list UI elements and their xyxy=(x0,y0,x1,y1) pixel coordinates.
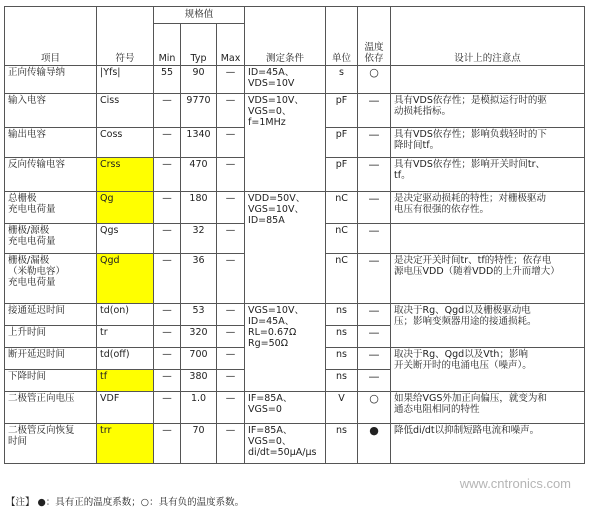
unit-cell: nC xyxy=(326,254,358,304)
symbol-cell: Qg xyxy=(97,192,154,224)
table-row xyxy=(5,304,585,326)
col-header-condition: 测定条件 xyxy=(245,7,326,66)
table-row xyxy=(5,94,585,128)
max-cell: — xyxy=(217,348,245,370)
unit-cell: ns xyxy=(326,326,358,348)
temp-dependence-cell: — xyxy=(358,192,391,224)
symbol-cell: tr xyxy=(97,326,154,348)
symbol-cell: td(off) xyxy=(97,348,154,370)
min-cell: — xyxy=(154,326,181,348)
max-cell: — xyxy=(217,254,245,304)
unit-cell: nC xyxy=(326,224,358,254)
col-header-spec: 规格值 xyxy=(154,7,245,24)
max-cell: — xyxy=(217,224,245,254)
typ-cell: 380 xyxy=(181,370,217,392)
symbol-cell: Qgs xyxy=(97,224,154,254)
design-note-cell xyxy=(391,224,585,254)
unit-cell: pF xyxy=(326,158,358,192)
unit-cell: ns xyxy=(326,348,358,370)
typ-cell: 700 xyxy=(181,348,217,370)
design-note-cell: 取决于Rg、Qgd以及Vth；影响 开关断开时的电涌电压（噪声）。 xyxy=(391,348,585,392)
design-note-cell xyxy=(391,66,585,94)
design-note-cell: 具有VDS依存性；是模拟运行时的驱 动损耗指标。 xyxy=(391,94,585,128)
min-cell: — xyxy=(154,348,181,370)
condition-cell: VDD=50V、 VGS=10V、 ID=85A xyxy=(245,192,326,304)
condition-cell: IF=85A、 VGS=0 xyxy=(245,392,326,424)
col-header-unit: 单位 xyxy=(326,7,358,66)
item-cell: 二极管反向恢复 时间 xyxy=(5,424,97,464)
typ-cell: 320 xyxy=(181,326,217,348)
symbol-cell: Coss xyxy=(97,128,154,158)
max-cell: — xyxy=(217,392,245,424)
item-cell: 总栅极 充电电荷量 xyxy=(5,192,97,224)
item-cell: 上升时间 xyxy=(5,326,97,348)
min-cell: — xyxy=(154,370,181,392)
typ-cell: 36 xyxy=(181,254,217,304)
condition-cell: ID=45A、 VDS=10V xyxy=(245,66,326,94)
typ-cell: 1340 xyxy=(181,128,217,158)
design-note-cell: 是决定开关时间tr、tf的特性；依存电 源电压VDD（随着VDD的上升而增大） xyxy=(391,254,585,304)
table-row xyxy=(5,192,585,224)
typ-cell: 32 xyxy=(181,224,217,254)
unit-cell: V xyxy=(326,392,358,424)
symbol-cell: VDF xyxy=(97,392,154,424)
condition-cell: VDS=10V、 VGS=0、 f=1MHz xyxy=(245,94,326,192)
spec-table xyxy=(4,6,585,464)
temp-dependence-cell: — xyxy=(358,326,391,348)
min-cell: — xyxy=(154,424,181,464)
unit-cell: pF xyxy=(326,128,358,158)
temp-dependence-cell: ● xyxy=(358,424,391,464)
unit-cell: ns xyxy=(326,424,358,464)
typ-cell: 470 xyxy=(181,158,217,192)
temp-dependence-cell: — xyxy=(358,370,391,392)
design-note-cell: 如果给VGS外加正向偏压，就变为和 通态电阻相同的特性 xyxy=(391,392,585,424)
temp-dependence-cell: — xyxy=(358,254,391,304)
design-note-cell: 是决定驱动损耗的特性；对栅极驱动 电压有很强的依存性。 xyxy=(391,192,585,224)
design-note-cell: 具有VDS依存性；影响开关时间tr、 tf。 xyxy=(391,158,585,192)
col-header-item: 项目 xyxy=(5,7,97,66)
design-note-cell: 具有VDS依存性；影响负载轻时的下 降时间tf。 xyxy=(391,128,585,158)
item-cell: 接通延迟时间 xyxy=(5,304,97,326)
max-cell: — xyxy=(217,94,245,128)
min-cell: — xyxy=(154,254,181,304)
max-cell: — xyxy=(217,158,245,192)
max-cell: — xyxy=(217,370,245,392)
temp-dependence-cell: — xyxy=(358,348,391,370)
min-cell: 55 xyxy=(154,66,181,94)
unit-cell: pF xyxy=(326,94,358,128)
col-header-typ: Typ xyxy=(181,23,217,65)
design-note-cell: 取决于Rg、Qgd以及栅极驱动电 压；影响变频器用途的接通损耗。 xyxy=(391,304,585,348)
footer-note: 【注】 ●：具有正的温度系数；○：具有负的温度系数。 xyxy=(6,497,245,508)
item-cell: 输入电容 xyxy=(5,94,97,128)
temp-dependence-cell: — xyxy=(358,158,391,192)
item-cell: 栅极/源极 充电电荷量 xyxy=(5,224,97,254)
item-cell: 断开延迟时间 xyxy=(5,348,97,370)
condition-cell: IF=85A、 VGS=0、 di/dt=50μA/μs xyxy=(245,424,326,464)
typ-cell: 53 xyxy=(181,304,217,326)
unit-cell: s xyxy=(326,66,358,94)
min-cell: — xyxy=(154,304,181,326)
min-cell: — xyxy=(154,158,181,192)
temp-dependence-cell: — xyxy=(358,128,391,158)
spec-table-body xyxy=(5,66,585,464)
temp-dependence-cell: — xyxy=(358,224,391,254)
typ-cell: 90 xyxy=(181,66,217,94)
max-cell: — xyxy=(217,66,245,94)
min-cell: — xyxy=(154,224,181,254)
item-cell: 二极管正向电压 xyxy=(5,392,97,424)
watermark: www.cntronics.com xyxy=(459,476,571,491)
typ-cell: 180 xyxy=(181,192,217,224)
unit-cell: ns xyxy=(326,304,358,326)
design-note-cell: 降低di/dt以抑制短路电流和噪声。 xyxy=(391,424,585,464)
col-header-notes: 设计上的注意点 xyxy=(391,7,585,66)
typ-cell: 1.0 xyxy=(181,392,217,424)
min-cell: — xyxy=(154,192,181,224)
symbol-cell: Crss xyxy=(97,158,154,192)
item-cell: 栅极/漏极 （米勒电容） 充电电荷量 xyxy=(5,254,97,304)
col-header-temp: 温度 依存 xyxy=(358,7,391,66)
temp-dependence-cell: — xyxy=(358,304,391,326)
symbol-cell: |Yfs| xyxy=(97,66,154,94)
table-row xyxy=(5,66,585,94)
min-cell: — xyxy=(154,94,181,128)
unit-cell: ns xyxy=(326,370,358,392)
item-cell: 反向传输电容 xyxy=(5,158,97,192)
table-row xyxy=(5,392,585,424)
temp-dependence-cell: — xyxy=(358,94,391,128)
col-header-min: Min xyxy=(154,23,181,65)
max-cell: — xyxy=(217,304,245,326)
symbol-cell: Ciss xyxy=(97,94,154,128)
symbol-cell: td(on) xyxy=(97,304,154,326)
condition-cell: VGS=10V、 ID=45A、 RL=0.67Ω Rg=50Ω xyxy=(245,304,326,392)
col-header-symbol: 符号 xyxy=(97,7,154,66)
symbol-cell: Qgd xyxy=(97,254,154,304)
min-cell: — xyxy=(154,392,181,424)
max-cell: — xyxy=(217,424,245,464)
table-row xyxy=(5,424,585,464)
item-cell: 输出电容 xyxy=(5,128,97,158)
max-cell: — xyxy=(217,192,245,224)
temp-dependence-cell: ○ xyxy=(358,392,391,424)
item-cell: 正向传输导纳 xyxy=(5,66,97,94)
max-cell: — xyxy=(217,128,245,158)
temp-dependence-cell: ○ xyxy=(358,66,391,94)
max-cell: — xyxy=(217,326,245,348)
symbol-cell: trr xyxy=(97,424,154,464)
unit-cell: nC xyxy=(326,192,358,224)
col-header-max: Max xyxy=(217,23,245,65)
symbol-cell: tf xyxy=(97,370,154,392)
item-cell: 下降时间 xyxy=(5,370,97,392)
typ-cell: 70 xyxy=(181,424,217,464)
typ-cell: 9770 xyxy=(181,94,217,128)
min-cell: — xyxy=(154,128,181,158)
